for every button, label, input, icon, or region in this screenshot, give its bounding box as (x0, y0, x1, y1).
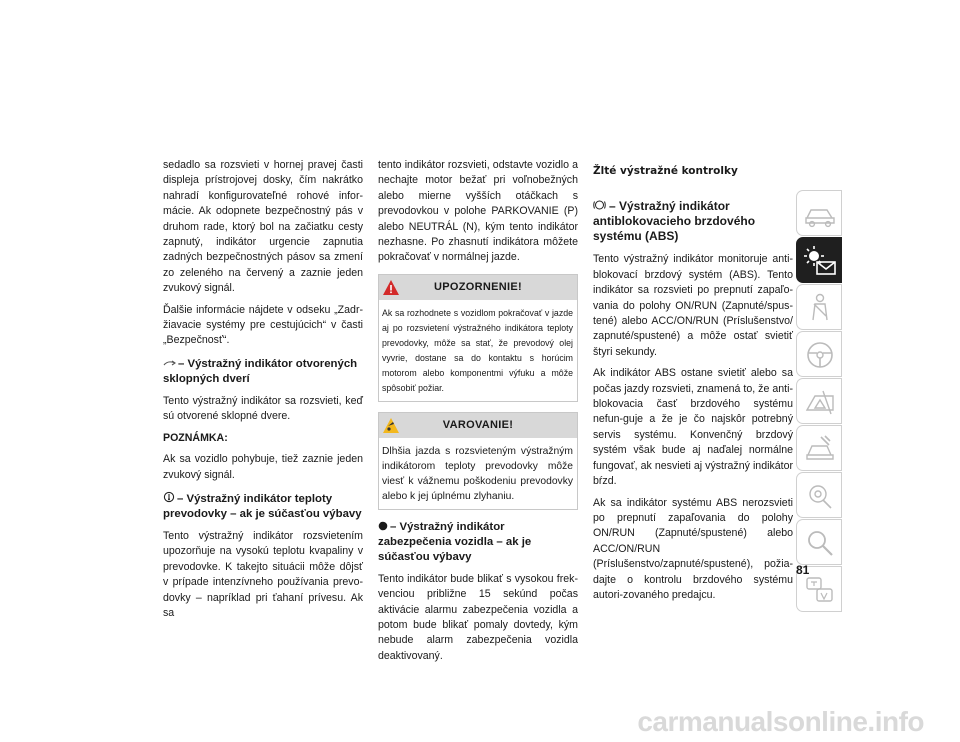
column-1 (163, 158, 363, 627)
caution-triangle-icon (382, 279, 400, 296)
section-title: Žlté výstražné kontrolky (593, 165, 738, 177)
paragraph: Tento výstražný indikátor rozsvietením upozorňuje na vysokú teplotu kvapaliny v prevodovke. K takejto situácii môže dôjsť v prípade intenzívneho používania prevo-dovky – napríklad pri ťahaní prívesu. Ak sa (163, 529, 363, 619)
chapter-tabs (796, 190, 844, 613)
abs-icon (593, 200, 606, 210)
tab-emergency[interactable] (796, 378, 842, 424)
security-alarm-heading: – Výstražný indikátor zabezpečenia vozidla – ak je súčasťou výbavy (378, 520, 532, 563)
steering-wheel-icon (803, 339, 837, 371)
paragraph: Tento indikátor bude blikať s vysokou frek-venciou približne 15 sekúnd počas aktivácie alarmu zabezpečenia vozidla a potom bude blikať pomaly dovtedy, kým nebude alarm zabezpečenia vozidla deaktivovaný. (378, 572, 578, 662)
warning-text: Dlhšia jazda s rozsvieteným výstražným indikátorom teploty prevodovky môže viesť k vážnemu poškodeniu prevodovky alebo k jej úplnému zlyhaniu. (382, 445, 573, 502)
security-dot-icon (378, 521, 388, 531)
car-exterior-icon (803, 198, 837, 230)
magnifier-icon (803, 527, 837, 559)
tab-index[interactable] (796, 519, 842, 565)
tab-safety[interactable] (796, 284, 842, 330)
page-number: 81 (796, 563, 810, 577)
abs-heading: – Výstražný indikátor antiblokovacieho brzdového systému (ABS) (593, 199, 756, 244)
paragraph: tento indikátor rozsvieti, odstavte vozidlo a nechajte motor bežať pri voľnobežných alebo mierne vyšších otáčkach s prevodovkou v polohe PARKOVANIE (P) alebo NEUTRÁL (N), kým tento indikátor nezhasne. Po zhasnutí indikátora môžete pokračovať v normálnej jazde. (378, 159, 578, 264)
languages-icon (803, 574, 837, 606)
tab-starting-driving[interactable] (796, 331, 842, 377)
tab-dashboard-warnings[interactable] (796, 237, 842, 283)
dashboard-warning-icon (803, 245, 837, 277)
column-3 (593, 158, 793, 609)
paragraph: Tento výstražný indikátor monitoruje anti-blokovací brzdový systém (ABS). Tento indikátor sa rozsvieti po prepnutí zapaľo-vania do polohy ON/RUN (Zapnuté/spus-tené) alebo ACC/ON/RUN (Príslušenstvo/ zapnuté/spustené) a môže ostať svietiť štyri sekundy. (593, 253, 793, 358)
paragraph: Ďalšie informácie nájdete v odseku „Zadr-žiavacie systémy pre cestujúcich“ v časti „Bezpečnosť“. (163, 303, 363, 347)
transmission-temp-icon (163, 491, 175, 503)
tab-car-exterior[interactable] (796, 190, 842, 236)
warning-triangle-icon (382, 417, 400, 434)
tab-servicing[interactable] (796, 425, 842, 471)
door-warning-heading: – Výstražný indikátor otvorených sklopných dverí (163, 357, 358, 385)
caution-text: Ak sa rozhodnete s vozidlom pokračovať v jazde aj po rozsvietení výstražného indikátora teploty prevodovky, môže sa stať, že prevodový olej vyvrie, dostane sa do kontaktu s horúcim motorom alebo komponentmi výfuku a môže spôsobiť požiar. (382, 307, 573, 393)
tab-specifications[interactable] (796, 472, 842, 518)
paragraph: Tento výstražný indikátor sa rozsvieti, keď sú otvorené sklopné dvere. (163, 394, 363, 423)
watermark: carmanualsonline.info (637, 706, 924, 737)
paragraph: Ak indikátor ABS ostane svietiť alebo sa počas jazdy rozsvieti, znamená to, že anti-blokovacia časť brzdového systému nefun-guje a že je čo najskôr potrebný servis systému. Konvenčný brzdový systém však bude aj naďalej normálne fungovať, ak nesvieti aj výstražný indikátor bŕzd. (593, 367, 793, 488)
hazard-icon (803, 386, 837, 418)
tailgate-icon (163, 359, 176, 368)
note-label: POZNÁMKA: (163, 431, 228, 444)
caution-box (378, 274, 578, 402)
transmission-temp-heading: – Výstražný indikátor teploty prevodovky – ak je súčasťou výbavy (163, 492, 362, 520)
column-2 (378, 158, 578, 670)
paragraph: Ak sa vozidlo pohybuje, tiež zaznie jeden zvukový signál. (163, 453, 363, 481)
warning-box (378, 412, 578, 510)
map-pin-icon (803, 480, 837, 512)
paragraph: Ak sa indikátor systému ABS nerozsvieti po prepnutí zapaľovania do polohy ON/RUN (Zapnuté/spustené) alebo ACC/ON/RUN (Príslušenstvo/zapnuté/spustené), požia-dajte o kontrolu brzdového systému autori-zovaného predajcu. (593, 496, 793, 601)
paragraph: sedadlo sa rozsvieti v hornej pravej časti displeja prístrojovej dosky, čím nakrátko nahradí konfigurovateľné rohové infor-mácie. Ak odopnete bezpečnostný pás v druhom rade, ktorý bol na začiatku cesty zapnutý, indikátor urgencie zapnutia zadných bezpečnostných pásov sa zmení zo zeleného na červený a zaznie jeden zvukový signál. (163, 159, 363, 295)
caution-title-bar: UPOZORNENIE! (379, 275, 577, 300)
service-icon (803, 433, 837, 465)
warning-title-bar: VAROVANIE! (379, 413, 577, 438)
seatbelt-icon (803, 292, 837, 324)
